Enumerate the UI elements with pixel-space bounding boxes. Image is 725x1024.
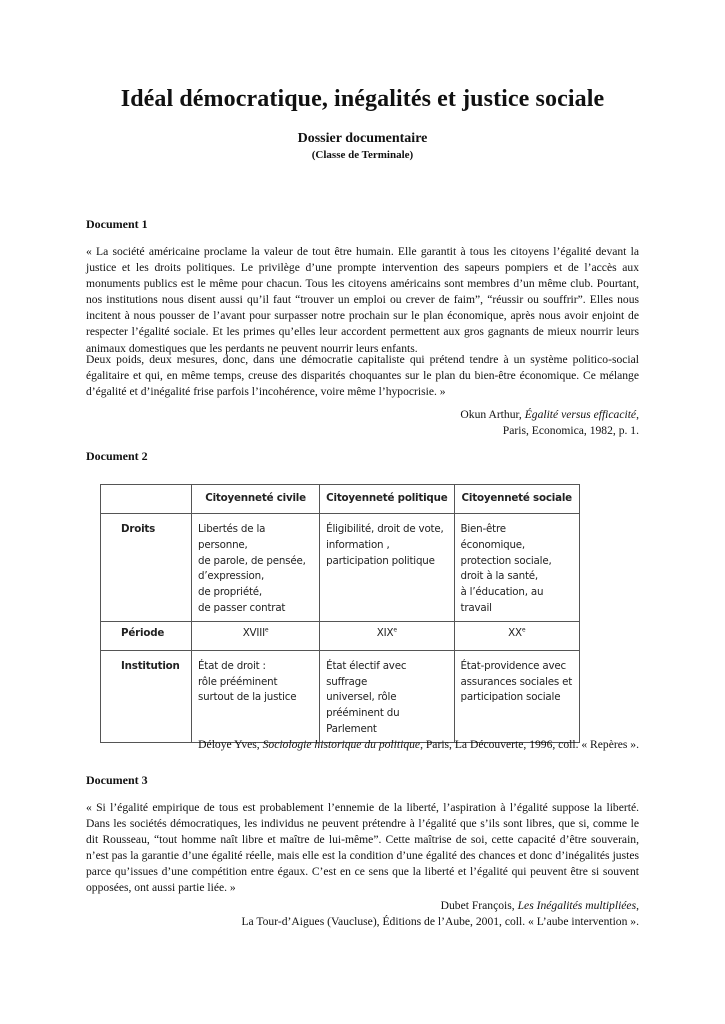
citation-work: Égalité versus efficacité [524,408,637,421]
document-2-citation [198,737,639,753]
table-cell [454,621,580,650]
table-row-droits [101,514,580,622]
class-label: (Classe de Terminale) [311,149,414,161]
citation-publisher: La Tour-d’Aigues (Vaucluse), Éditions de l’Aube, 2001, coll. « L’aube intervention ». [241,915,639,928]
table-cell [320,650,454,742]
table-cell [454,514,580,622]
citation-author: Dubet François, [440,899,518,912]
cell-line: Bien-être économique, [460,523,525,551]
citizenship-table [100,484,580,743]
citation-publisher: Paris, Economica, 1982, p. 1. [502,424,639,437]
citation-work: Les Inégalités multipliées [517,899,637,912]
cell-line: de parole, de pensée, [198,554,306,567]
citation-punct: , [636,408,639,421]
document-1-citation [460,407,639,439]
document-3-heading: Document 3 [86,773,148,787]
citation-author: Okun Arthur, [460,408,525,421]
document-3-paragraph: « Si l’égalité empirique de tous est probablement l’ennemie de la liberté, l’aspiration à l’égalité suppose la liberté. Dans les sociétés démocratiques, les individus ne peuvent prétendre à l’égalité que s’ils sont libres, que si, comme le dit Rousseau, “tout homme naît libre et maître de lui-même”. Cette maîtrise de soi, cette capacité d’être souverain, n’est pas la garantie d’une égalité réelle, mais elle est la condition d’une égalité des chances et donc d’inégalités justes parce qu’issues d’une compétition entre égaux. C’est en ce sens que la liberté et l’égalité qui peuvent être si souvent opposées, ont aussi partie liée. » [86,801,639,895]
table-row-institution [101,650,580,742]
table-header-sociale: Citoyenneté sociale [454,485,580,514]
century-suffix: e [264,626,269,634]
row-label: Droits [101,514,192,622]
table-header-politique: Citoyenneté politique [320,485,454,514]
cell-line: participation politique [326,554,435,567]
page-title: Idéal démocratique, inégalités et justice sociale [120,86,605,112]
cell-line: participation sociale [460,691,561,704]
cell-line: Éligibilité, droit de vote, [326,523,444,535]
table-cell [192,650,320,742]
table-header-empty [101,485,192,514]
table-cell [192,621,320,650]
page-subtitle: Dossier documentaire [297,131,428,146]
century: XVIII [242,626,265,639]
document-1-heading: Document 1 [86,217,148,231]
table-header-civile: Citoyenneté civile [192,485,320,514]
cell-line: Libertés de la personne, [198,523,266,551]
cell-line: État-providence avec [460,659,566,672]
cell-line: de passer contrat [198,601,286,614]
document-3-citation [241,898,639,930]
citation-punct: , [636,899,639,912]
cell-line: État électif avec suffrage [326,659,407,688]
cell-line: universel, rôle [326,691,397,704]
cell-line: rôle prééminent [198,675,278,688]
cell-line: d’expression, [198,570,265,583]
row-label: Période [101,621,192,650]
document-1-paragraph-1: « La société américaine proclame la valeur de tout être humain. Elle garantit à tous les citoyens l’égalité devant la justice et les droits politiques. Le privilège d’une prompte intervention des sapeurs pompiers et de l’accès aux monuments publics est le même pour chacun. Tous les citoyens américains sont membres d’un même club. Pourtant, nos institutions nous disent aussi qu’il faut “trouver un emploi ou crever de faim”, “réussir ou souffrir”. Elles nous incitent à nous pousser de l’avant pour surpasser notre prochain sur le plan économique, après nous avoir enjoint de respecter l’égalité sociale. Et les primes qu’elles leur accordent permettent aux gros gagnants de mieux nourrir leurs animaux domestiques que les perdants ne peuvent nourrir leurs enfants. [86,245,639,355]
century-suffix: e [393,626,397,634]
cell-line: prééminent du Parlement [326,707,400,735]
cell-line: protection sociale, [460,554,552,567]
table-cell [192,514,320,622]
table-header-row [101,485,580,514]
century-suffix: e [521,626,526,634]
cell-line: État de droit : [198,659,266,672]
citation-rest: , Paris, La Découverte, 1996, coll. « Repères ». [420,738,639,751]
table-cell [320,514,454,622]
row-label: Institution [101,650,192,742]
cell-line: à l’éducation, au travail [460,586,544,614]
document-2-heading: Document 2 [86,449,148,463]
citation-work: Sociologie historique du politique [262,738,421,751]
table-cell [320,621,454,650]
table-cell [454,650,580,742]
cell-line: information , [326,538,390,551]
cell-line: de propriété, [198,586,262,599]
citation-author: Déloye Yves, [198,738,263,751]
document-1-paragraph-2: Deux poids, deux mesures, donc, dans une démocratie capitaliste qui prétend tendre à un système politico-social égalitaire et qui, en même temps, creuse des disparités choquantes sur le plan du bien-être économique. Ce mélange d’égalité et d’inégalité frise parfois l’incohérence, voire même l’hypocrisie. » [86,353,639,399]
cell-line: droit à la santé, [460,570,538,583]
century: XX [508,626,522,639]
cell-line: surtout de la justice [198,691,297,704]
century: XIX [376,626,394,639]
cell-line: assurances sociales et [460,675,573,688]
table-row-periode [101,621,580,650]
